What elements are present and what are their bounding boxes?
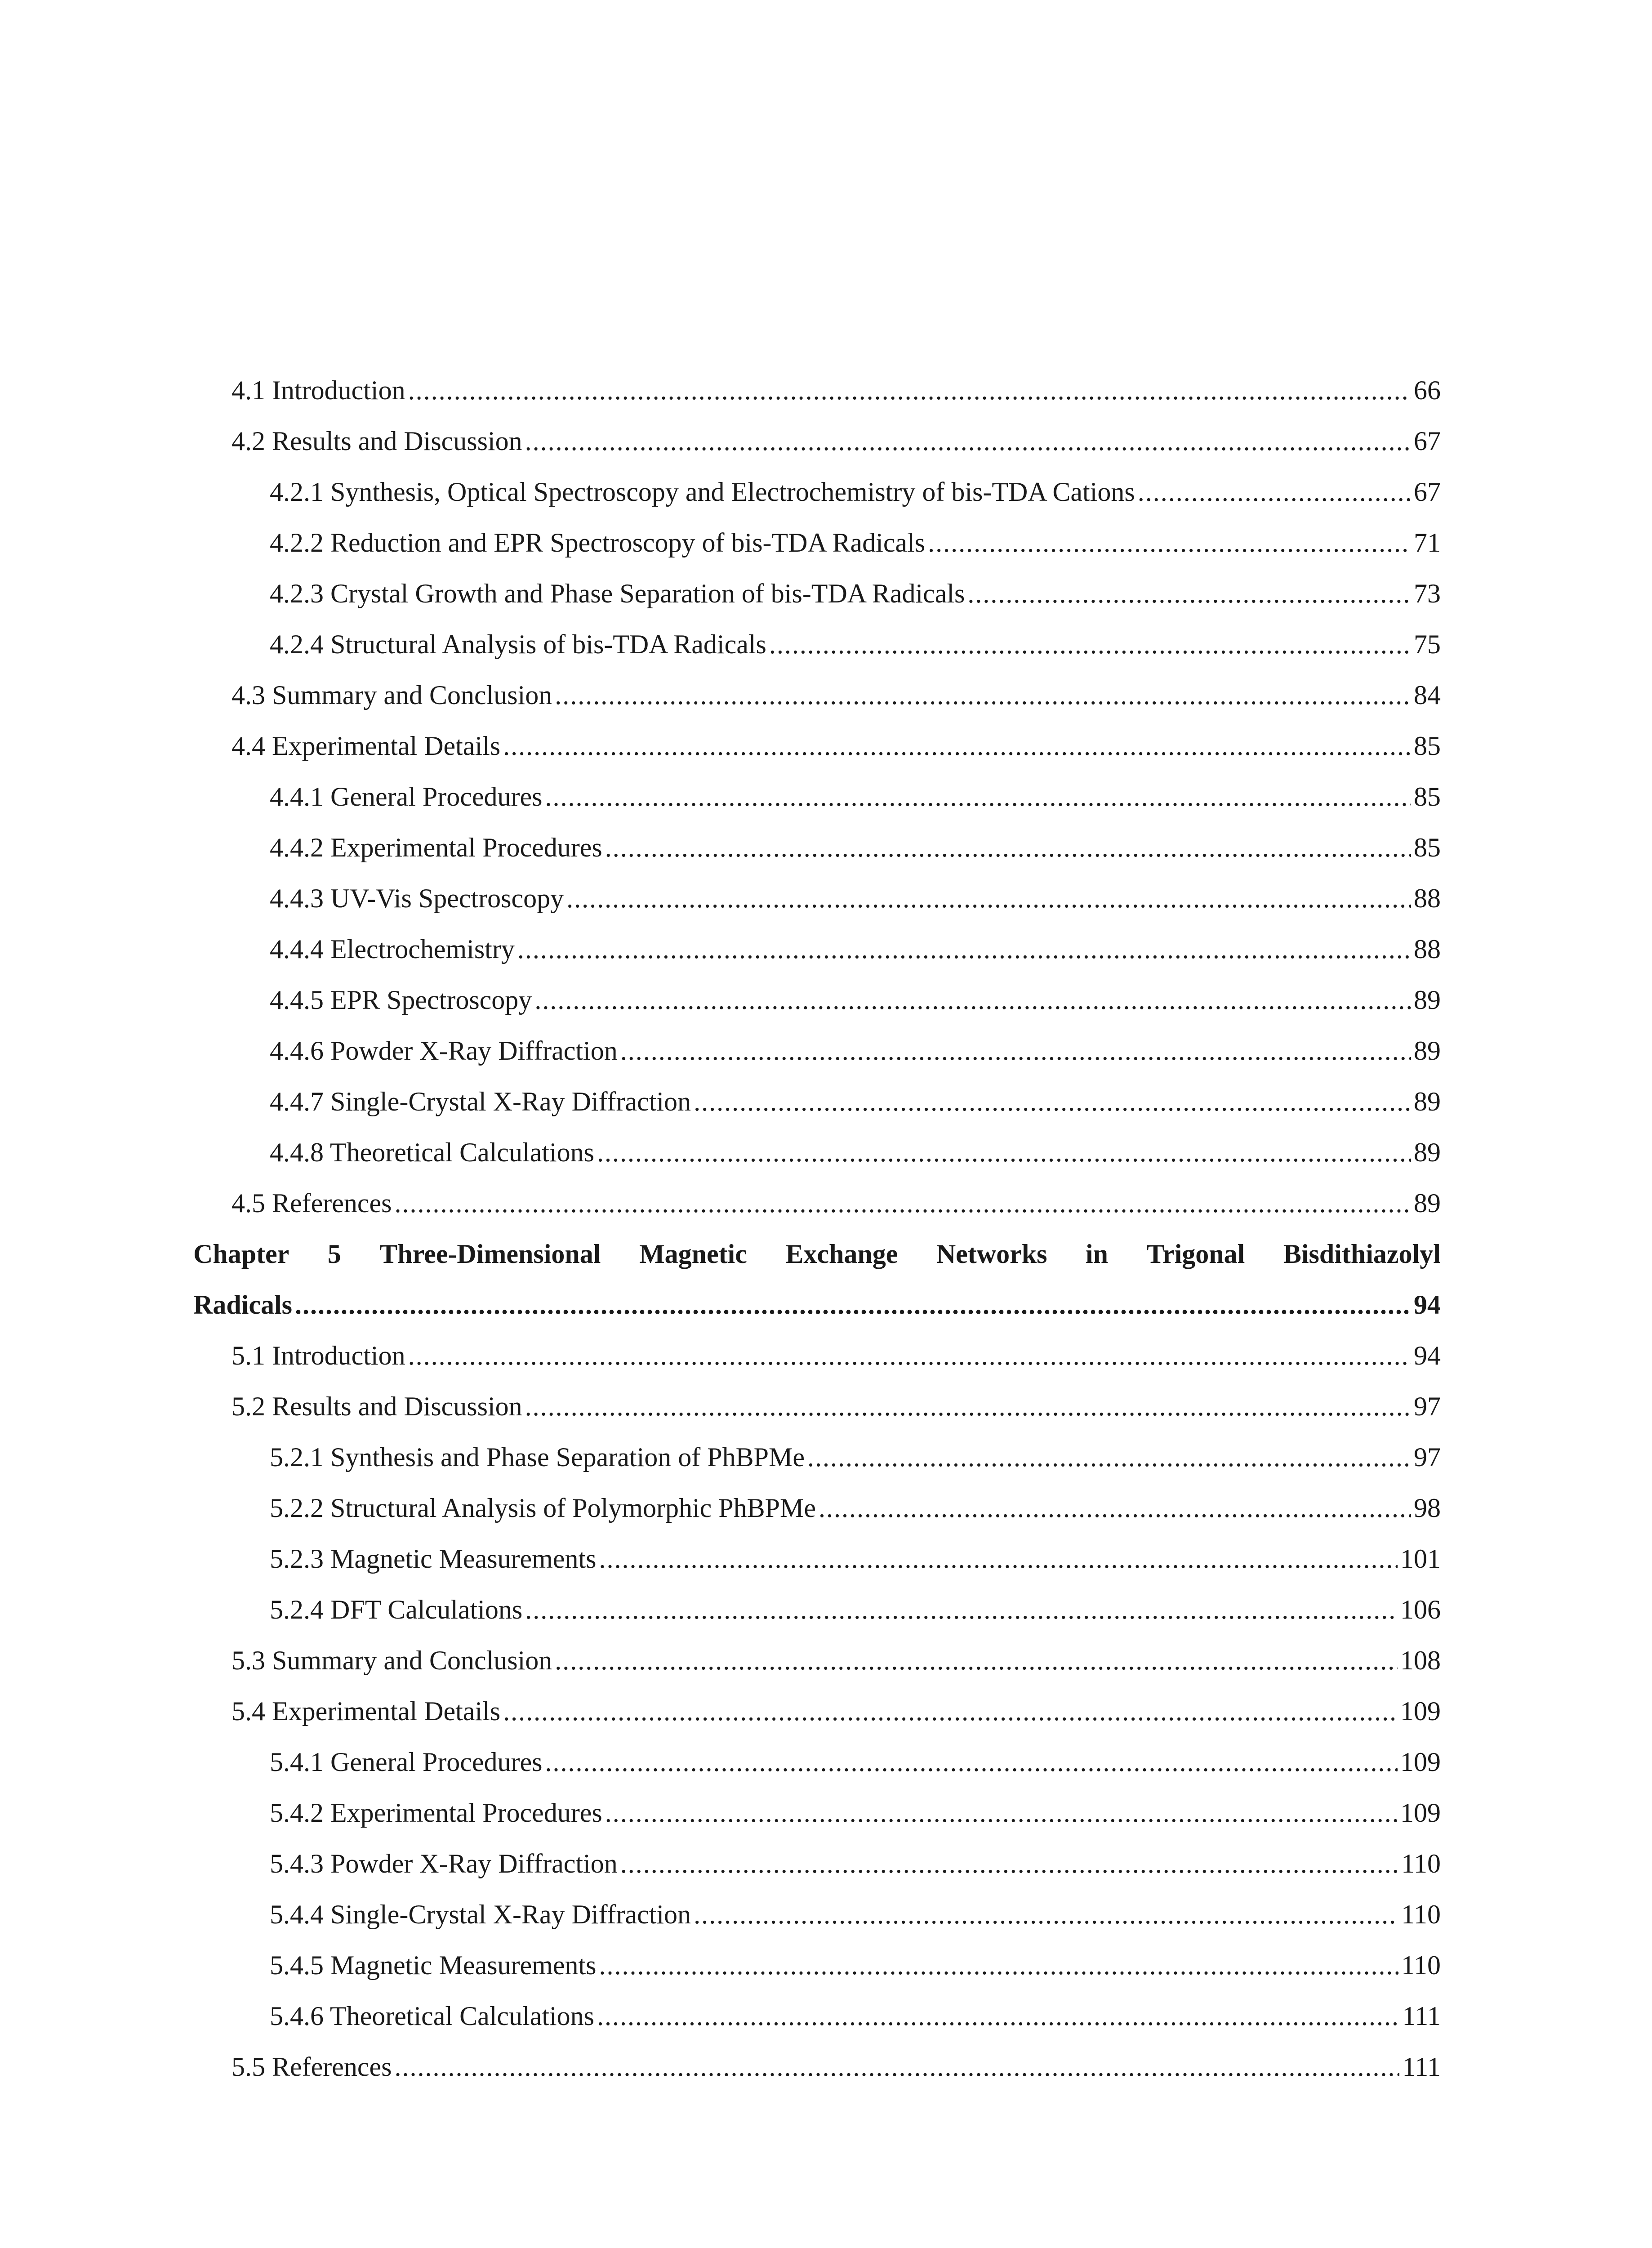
chapter-word: Exchange (785, 1239, 898, 1269)
toc-entry-title: 4.2.4 Structural Analysis of bis-TDA Radicals (270, 629, 766, 659)
toc-entry-title: 4.4 Experimental Details (232, 731, 501, 761)
toc-entry-title: 5.2.3 Magnetic Measurements (270, 1544, 597, 1574)
dot-leader (599, 1940, 1398, 1991)
toc-entry[interactable] (193, 1483, 1441, 1534)
toc-entry[interactable] (193, 822, 1441, 873)
dot-leader (503, 1686, 1398, 1737)
toc-entry-title: 4.4.3 UV-Vis Spectroscopy (270, 883, 564, 913)
toc-entry-title: 5.2.1 Synthesis and Phase Separation of PhBPMe (270, 1442, 805, 1472)
toc-entry-title: 4.4.6 Powder X-Ray Diffraction (270, 1036, 618, 1066)
toc-entry-title: 4.4.8 Theoretical Calculations (270, 1137, 595, 1167)
toc-entry[interactable] (193, 1127, 1441, 1178)
dot-leader (769, 619, 1411, 670)
toc-entry[interactable] (193, 772, 1441, 822)
dot-leader (545, 1737, 1398, 1788)
toc-entry[interactable] (193, 2042, 1441, 2092)
toc-entry-page-number: 73 (1414, 579, 1441, 608)
toc-entry[interactable] (193, 1584, 1441, 1635)
toc-entry[interactable] (193, 1178, 1441, 1229)
toc-entry-title: 5.4.2 Experimental Procedures (270, 1798, 602, 1828)
toc-entry-title: 5.2 Results and Discussion (232, 1392, 522, 1421)
toc-entry-page-number: 88 (1414, 934, 1441, 964)
toc-entry-page-number: 111 (1402, 2052, 1441, 2082)
toc-entry-page-number: 106 (1400, 1595, 1441, 1624)
toc-entry-page-number: 67 (1414, 426, 1441, 456)
toc-entry-title: 4.5 References (232, 1188, 392, 1218)
dot-leader (408, 365, 1411, 416)
chapter-word: Magnetic (639, 1239, 747, 1269)
dot-leader (408, 1330, 1411, 1381)
toc-entry-page-number: 94 (1414, 1341, 1441, 1370)
toc-entry-page-number: 89 (1414, 1087, 1441, 1116)
dot-leader (394, 2042, 1399, 2092)
toc-entry[interactable] (193, 1991, 1441, 2042)
toc-entry-page-number: 109 (1400, 1798, 1441, 1828)
toc-entry[interactable] (193, 619, 1441, 670)
toc-entry-title: 5.4.5 Magnetic Measurements (270, 1950, 597, 1980)
dot-leader (620, 1838, 1398, 1889)
dot-leader (295, 1280, 1411, 1330)
dot-leader (566, 873, 1411, 924)
toc-entry[interactable] (193, 1432, 1441, 1483)
chapter-5-heading-line-2[interactable] (193, 1280, 1441, 1330)
toc-section-chapter-4 (193, 365, 1441, 1229)
toc-entry-title: 5.4.3 Powder X-Ray Diffraction (270, 1849, 618, 1878)
toc-entry-page-number: 88 (1414, 883, 1441, 913)
toc-entry[interactable] (193, 721, 1441, 772)
toc-entry-page-number: 89 (1414, 1036, 1441, 1066)
toc-entry[interactable] (193, 1788, 1441, 1838)
toc-entry-page-number: 111 (1402, 2001, 1441, 2031)
toc-entry[interactable] (193, 568, 1441, 619)
dot-leader (819, 1483, 1411, 1534)
toc-entry-page-number: 108 (1400, 1646, 1441, 1675)
chapter-word: Networks (936, 1239, 1047, 1269)
toc-entry-title: 5.4.4 Single-Crystal X-Ray Diffraction (270, 1900, 691, 1929)
toc-entry-page-number: 97 (1414, 1442, 1441, 1472)
toc-entry-page-number: 109 (1400, 1747, 1441, 1777)
toc-entry[interactable] (193, 1330, 1441, 1381)
toc-entry[interactable] (193, 1737, 1441, 1788)
toc-entry-title: 4.2.1 Synthesis, Optical Spectroscopy and Electrochemistry of bis-TDA Cations (270, 477, 1135, 507)
dot-leader (555, 670, 1411, 721)
toc-entry-page-number: 85 (1414, 782, 1441, 812)
toc-entry-title: 4.4.2 Experimental Procedures (270, 833, 602, 862)
dot-leader (525, 1584, 1398, 1635)
toc-entry-title: 5.2.2 Structural Analysis of Polymorphic PhBPMe (270, 1493, 816, 1523)
toc-entry-title: 4.2.3 Crystal Growth and Phase Separation of bis-TDA Radicals (270, 579, 965, 608)
toc-entry[interactable] (193, 1534, 1441, 1584)
toc-entry-page-number: 97 (1414, 1392, 1441, 1421)
toc-entry-page-number: 67 (1414, 477, 1441, 507)
dot-leader (694, 1076, 1411, 1127)
dot-leader (599, 1534, 1398, 1584)
toc-entry-title: 4.4.7 Single-Crystal X-Ray Diffraction (270, 1087, 691, 1116)
toc-entry-page-number: 110 (1401, 1950, 1441, 1980)
toc-entry-page-number: 110 (1401, 1849, 1441, 1878)
dot-leader (525, 1381, 1411, 1432)
toc-entry-title: 4.2.2 Reduction and EPR Spectroscopy of bis-TDA Radicals (270, 528, 926, 558)
toc-entry[interactable] (193, 1838, 1441, 1889)
dot-leader (1138, 467, 1411, 517)
toc-entry[interactable] (193, 1635, 1441, 1686)
dot-leader (525, 416, 1411, 467)
toc-entry-page-number: 84 (1414, 680, 1441, 710)
toc-entry[interactable] (193, 1076, 1441, 1127)
toc-entry[interactable] (193, 1889, 1441, 1940)
toc-entry[interactable] (193, 924, 1441, 975)
chapter-word: Three-Dimensional (379, 1239, 601, 1269)
toc-entry[interactable] (193, 873, 1441, 924)
dot-leader (605, 822, 1411, 873)
chapter-page-number: 94 (1414, 1290, 1441, 1320)
chapter-word: 5 (327, 1239, 341, 1269)
dot-leader (545, 772, 1411, 822)
toc-entry-page-number: 85 (1414, 731, 1441, 761)
dot-leader (620, 1026, 1411, 1076)
dot-leader (967, 568, 1411, 619)
dot-leader (503, 721, 1411, 772)
toc-entry[interactable] (193, 416, 1441, 467)
dot-leader (597, 1127, 1411, 1178)
dot-leader (605, 1788, 1398, 1838)
toc-entry[interactable] (193, 517, 1441, 568)
toc-entry-page-number: 98 (1414, 1493, 1441, 1523)
toc-entry-title: 4.4.1 General Procedures (270, 782, 543, 812)
toc-entry-title: 5.4.6 Theoretical Calculations (270, 2001, 595, 2031)
toc-entry-page-number: 89 (1414, 1137, 1441, 1167)
toc-entry-title: 4.3 Summary and Conclusion (232, 680, 552, 710)
dot-leader (694, 1889, 1398, 1940)
toc-entry-page-number: 71 (1414, 528, 1441, 558)
toc-entry[interactable] (193, 1686, 1441, 1737)
toc-entry-title: 5.5 References (232, 2052, 392, 2082)
toc-entry-title: 5.2.4 DFT Calculations (270, 1595, 523, 1624)
toc-entry-title: 4.4.5 EPR Spectroscopy (270, 985, 532, 1015)
toc-entry[interactable] (193, 670, 1441, 721)
toc-entry-title: 4.2 Results and Discussion (232, 426, 522, 456)
toc-entry-page-number: 109 (1400, 1696, 1441, 1726)
toc-entry[interactable] (193, 1940, 1441, 1991)
table-of-contents (193, 365, 1441, 2092)
chapter-word: in (1085, 1239, 1108, 1269)
toc-section-chapter-5 (193, 1330, 1441, 2092)
chapter-word: Trigonal (1146, 1239, 1245, 1269)
toc-entry-title: 4.4.4 Electrochemistry (270, 934, 515, 964)
toc-entry[interactable] (193, 467, 1441, 517)
toc-entry-page-number: 75 (1414, 629, 1441, 659)
dot-leader (928, 517, 1411, 568)
toc-entry-page-number: 89 (1414, 985, 1441, 1015)
chapter-title: Radicals (193, 1290, 293, 1320)
toc-entry[interactable] (193, 975, 1441, 1026)
toc-entry[interactable] (193, 365, 1441, 416)
toc-entry-title: 5.3 Summary and Conclusion (232, 1646, 552, 1675)
dot-leader (807, 1432, 1411, 1483)
dot-leader (534, 975, 1411, 1026)
toc-entry-page-number: 89 (1414, 1188, 1441, 1218)
dot-leader (517, 924, 1411, 975)
chapter-5-heading-line-1[interactable] (193, 1229, 1441, 1280)
toc-entry-page-number: 85 (1414, 833, 1441, 862)
dot-leader (394, 1178, 1411, 1229)
toc-entry-title: 4.1 Introduction (232, 375, 405, 405)
toc-entry[interactable] (193, 1026, 1441, 1076)
dot-leader (555, 1635, 1398, 1686)
toc-entry-page-number: 101 (1400, 1544, 1441, 1574)
dot-leader (597, 1991, 1399, 2042)
chapter-word: Chapter (193, 1239, 289, 1269)
toc-entry-page-number: 110 (1401, 1900, 1441, 1929)
toc-entry-title: 5.1 Introduction (232, 1341, 405, 1370)
toc-entry[interactable] (193, 1381, 1441, 1432)
chapter-word: Bisdithiazolyl (1283, 1239, 1441, 1269)
toc-entry-title: 5.4.1 General Procedures (270, 1747, 543, 1777)
toc-entry-title: 5.4 Experimental Details (232, 1696, 501, 1726)
toc-entry-page-number: 66 (1414, 375, 1441, 405)
